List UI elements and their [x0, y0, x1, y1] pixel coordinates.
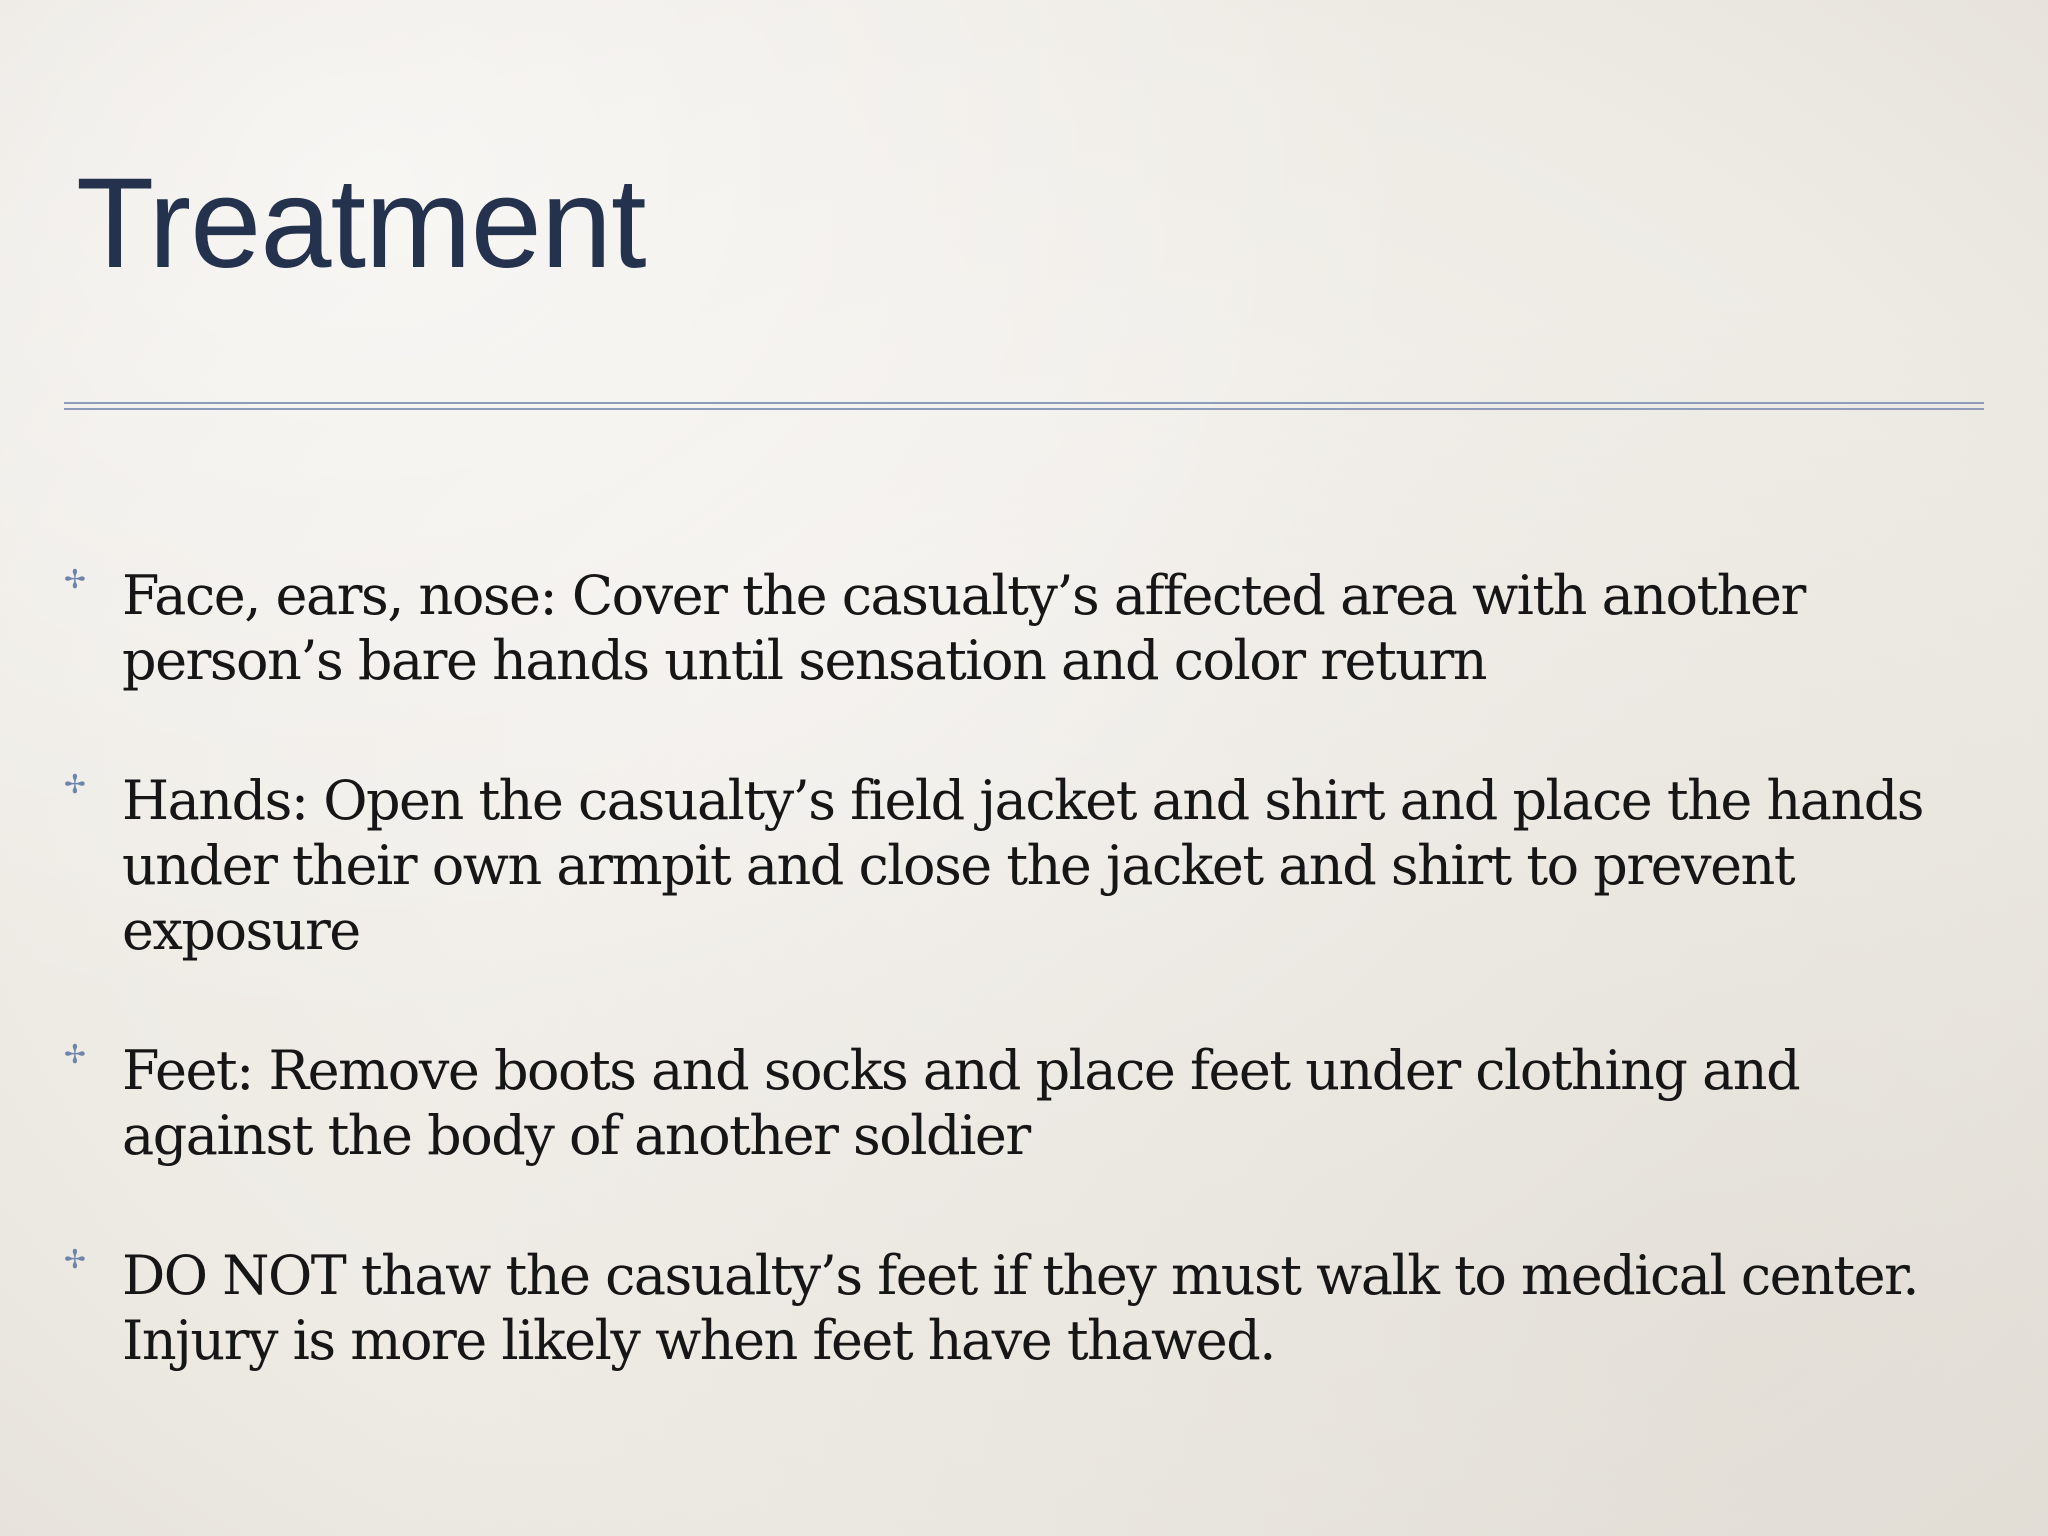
- bullet-item-do-not-thaw: [64, 1243, 2004, 1373]
- slide-title: Treatment: [76, 152, 646, 295]
- star-cross-icon: ✢: [64, 770, 85, 800]
- star-cross-icon: ✢: [64, 565, 85, 595]
- bullet-item-feet: [64, 1038, 2004, 1168]
- bullet-text-feet: Feet: Remove boots and socks and place feet under clothing and against the body of another soldier: [122, 1039, 1800, 1167]
- title-divider: [64, 402, 1984, 410]
- bullet-item-hands: [64, 768, 2004, 963]
- bullet-text-do-not-thaw: DO NOT thaw the casualty’s feet if they must walk to medical center. Injury is more likely when feet have thawed.: [122, 1244, 1919, 1372]
- star-cross-icon: ✢: [64, 1040, 85, 1070]
- star-cross-icon: ✢: [64, 1245, 85, 1275]
- bullet-text-face-ears-nose: Face, ears, nose: Cover the casualty’s affected area with another person’s bare hands until sensation and color return: [122, 564, 1805, 692]
- bullet-list: [64, 563, 2004, 1373]
- bullet-item-face-ears-nose: [64, 563, 2004, 693]
- bullet-text-hands: Hands: Open the casualty’s field jacket and shirt and place the hands under their own armpit and close the jacket and shirt to prevent exposure: [122, 769, 1924, 962]
